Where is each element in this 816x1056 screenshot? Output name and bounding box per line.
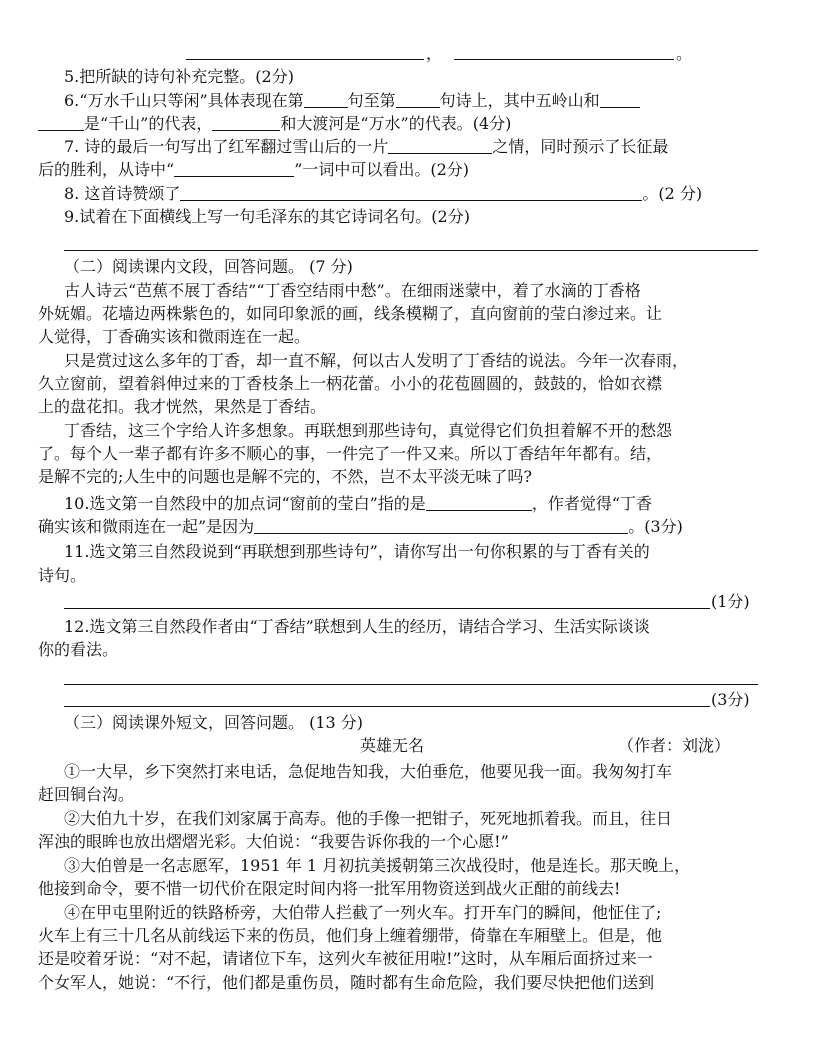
story-author: （作者：刘泷） [618, 736, 731, 755]
q8-text-a: 8. 这首诗赞颂了 [64, 184, 181, 203]
q8-line [64, 183, 778, 205]
q4-comma: ， [426, 44, 443, 63]
q4-blank-2[interactable] [454, 43, 674, 60]
q9-answer-line[interactable] [64, 250, 758, 251]
q11-line-1: 11.选文第三自然段说到“再联想到那些诗句”，请你写出一句你积累的与丁香有关的 [64, 542, 650, 561]
q10-blank-2[interactable] [254, 517, 628, 534]
q12-line-1: 12.选文第三自然段作者由“丁香结”联想到人生的经历，请结合学习、生活实际谈谈 [64, 617, 650, 636]
q6-blank-2[interactable] [396, 91, 440, 108]
q10-text-a: 10.选文第一自然段中的加点词“窗前的莹白”指的是 [64, 494, 426, 513]
q11-score: (1分) [711, 592, 750, 611]
q8-text-b: 。(2 分) [642, 184, 703, 203]
q7-line-1 [64, 136, 778, 158]
q6-line-1 [64, 90, 778, 112]
sec3-p3-line-2: 他接到命令，要不惜一切代价在限定时间内将一批军用物资送到战火正酣的前线去! [38, 879, 621, 898]
sec2-p2-line-3: 上的盘花扣。我才恍然，果然是丁香结。 [38, 397, 327, 416]
q10-text-c: 确实该和微雨连在一起”是因为 [38, 517, 255, 536]
sec3-p3-line-1: ③大伯曾是一名志愿军，1951 年 1 月初抗美援朝第三次战役时，他是连长。那天晚上， [64, 856, 691, 875]
q12-score: (3分) [711, 690, 750, 709]
q11-line-2: 诗句。 [38, 566, 87, 585]
sec3-p4-line-4: 个女军人，她说：“不行，他们都是重伤员，随时都有生命危险，我们要尽快把他们送到 [38, 973, 655, 992]
sec2-p1-line-1: 古人诗云“芭蕉不展丁香结”“丁香空结雨中愁”。在细雨迷蒙中，着了水滴的丁香格 [64, 281, 641, 300]
q5-text: 5.把所缺的诗句补充完整。(2分) [64, 67, 294, 86]
q9-text: 9.试着在下面横线上写一句毛泽东的其它诗词名句。(2分) [64, 207, 470, 226]
q12-answer-line-1[interactable] [64, 684, 758, 685]
q6-text-e: 和大渡河是“万水”的代表。(4分) [280, 114, 512, 133]
q7-text-d: ”一词中可以看出。(2分) [294, 160, 470, 179]
q4-blank-1[interactable] [186, 43, 424, 60]
q8-blank[interactable] [180, 184, 642, 201]
q11-answer-line[interactable] [64, 608, 710, 609]
sec2-p3-line-2: 了。每个人一辈子都有许多不顺心的事，一件完了一件又来。所以丁香结年年都有。结， [38, 444, 663, 463]
q10-blank-1[interactable] [426, 494, 532, 511]
sec3-p4-line-3: 还是咬着牙说：“对不起，请诸位下车，这列火车被征用啦!”这时，从车厢后面挤过来一 [38, 949, 653, 968]
sec3-p4-line-1: ④在甲屯里附近的铁路桥旁，大伯带人拦截了一列火车。打开车门的瞬间，他怔住了; [64, 903, 662, 922]
q6-text-c: 句诗上，其中五岭山和 [439, 91, 600, 110]
sec3-p2-line-2: 浑浊的眼眸也放出熠熠光彩。大伯说：“我要告诉你我的一个心愿!” [38, 832, 509, 851]
q12-answer-line-2[interactable] [64, 706, 710, 707]
sec2-p1-line-2: 外妩媚。花墙边两株紫色的，如同印象派的画，线条模糊了，直向窗前的莹白渗过来。让 [38, 304, 663, 323]
sec3-p4-line-2: 火车上有三十几名从前线运下来的伤员，他们身上缠着绷带，倚靠在车厢壁上。但是，他 [38, 926, 663, 945]
sec3-heading: （三）阅读课外短文，回答问题。 (13 分) [64, 713, 364, 732]
q10-text-b: ，作者觉得“丁香 [531, 494, 652, 513]
q6-blank-4[interactable] [38, 114, 84, 131]
q7-text-c: 后的胜利，从诗中“ [38, 160, 175, 179]
q7-text-b: 之情，同时预示了长征最 [492, 137, 669, 156]
sec2-p2-line-2: 久立窗前，望着斜伸过来的丁香枝条上一柄花蕾。小小的花苞圆圆的，鼓鼓的，恰如衣襟 [38, 374, 663, 393]
q6-blank-1[interactable] [304, 91, 348, 108]
sec2-p3-line-3: 是解不完的;人生中的问题也是解不完的，不然，岂不太平淡无味了吗? [38, 467, 532, 486]
q7-text-a: 7. 诗的最后一句写出了红军翻过雪山后的一片 [64, 137, 389, 156]
sec2-p2-line-1: 只是赏过这么多年的丁香，却一直不解，何以古人发明了丁香结的说法。今年一次春雨， [64, 351, 689, 370]
sec3-p1-line-2: 赶回铜台沟。 [38, 785, 135, 804]
q4-period: 。 [676, 44, 693, 63]
q7-blank-1[interactable] [388, 137, 492, 154]
q6-blank-3[interactable] [600, 91, 640, 108]
sec2-heading: （二）阅读课内文段，回答问题。 (7 分) [64, 257, 353, 276]
q10-line-1 [64, 493, 778, 515]
q12-line-2: 你的看法。 [38, 640, 119, 659]
story-title-row [0, 735, 816, 757]
q6-text-a: 6.“万水千山只等闲”具体表现在第 [64, 91, 304, 110]
sec2-p1-line-3: 人觉得，丁香确实该和微雨连在一起。 [38, 327, 311, 346]
q10-line-2 [38, 516, 778, 538]
sec3-p2-line-1: ②大伯九十岁，在我们刘家属于高寿。他的手像一把钳子，死死地抓着我。而且，往日 [64, 809, 673, 828]
q6-line-2 [38, 113, 778, 135]
q6-text-b: 句至第 [347, 91, 396, 110]
q7-blank-2[interactable] [174, 160, 294, 177]
story-title: 英雄无名 [360, 736, 425, 755]
q4-answer-line [64, 43, 778, 65]
sec3-p1-line-1: ①一大早，乡下突然打来电话，急促地告知我，大伯垂危，他要见我一面。我匆匆打车 [64, 762, 673, 781]
sec2-p3-line-1: 丁香结，这三个字给人许多想象。再联想到那些诗句，真觉得它们负担着解不开的愁怨 [64, 421, 673, 440]
q6-blank-5[interactable] [212, 114, 280, 131]
q6-text-d: 是“千山”的代表， [84, 114, 213, 133]
q7-line-2 [38, 159, 778, 181]
q10-text-d: 。(3分) [628, 517, 683, 536]
